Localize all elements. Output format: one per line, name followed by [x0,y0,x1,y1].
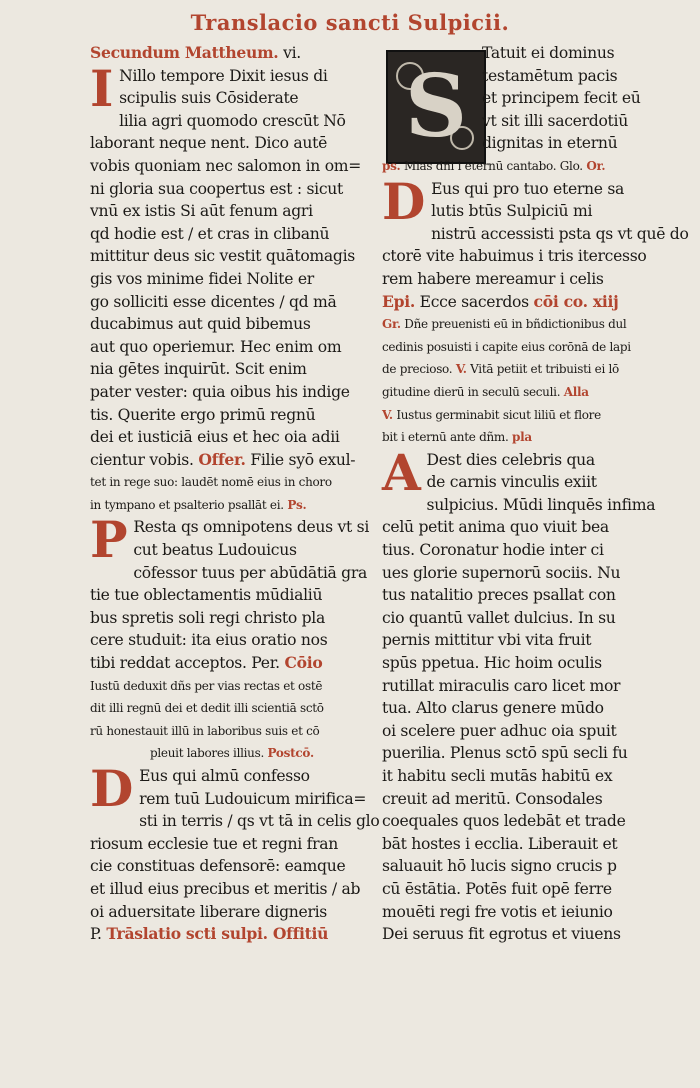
text-line: spūs ppetua. Hic hoim oculis [382,654,602,673]
psalm-line [382,155,660,178]
text-line: ducabimus aut quid bibemus [90,315,311,334]
text-line: ues glorie supernorū sociis. Nu [382,563,621,582]
sequence-block [382,442,660,946]
text-line: tet in rege suo: laudēt nomē eius in choro [90,475,332,490]
communio-line [90,652,372,675]
text-fragment: bit i eternū ante dñm. [382,430,509,445]
gospel-heading-label: Secundum Mattheum. [90,43,279,62]
text-line: tie tue oblectamentis mūdialiū [90,586,323,605]
text-line: tua. Alto clarus genere mūdo [382,699,604,718]
psalm-text: Mias dñi i eternū cantabo. Glo. [403,158,583,173]
epistle-reference: cōi co. xiij [533,291,619,311]
text-line: Eus qui pro tuo eterne sa [431,179,625,198]
text-line: dit illi regnū dei et dedit illi scientiā sctō [90,701,324,716]
oratio-dropcap: P [90,510,128,570]
text-line: it habitu secli mutās habitū ex [382,767,613,785]
gospel-heading [90,42,372,65]
woodcut-letter: S [404,56,468,157]
text-line: Iustū deduxit dñs per vias rectas et ostē [90,678,323,693]
offertory-text: Filie syō exul- [250,450,356,469]
text-fragment: pleuit labores illius. [150,746,264,761]
text-line: de carnis vinculis exiit [426,473,597,492]
text-line: go solliciti esse dicentes / qd mā [90,292,337,311]
text-line: et illud eius precibus et meritis / ab [90,879,361,898]
text-fragment: Vitā petiit et tribuisti ei lō [470,362,619,377]
running-head: Translacio sancti Sulpicii. [190,10,510,35]
text-line: rū honestauit illū in laboribus suis et cō [90,723,320,738]
text-line: qd hodie est / et cras in clibanū [90,224,330,243]
text-line: bus spretis soli regi christo pla [90,608,325,627]
text-fragment: Dñe preuenisti eū in bñdictionibus dul [404,317,627,332]
sequence-rubric-line [382,426,660,449]
text-line: puerilia. Plenus sctō spū secli fu [382,744,628,763]
offertory-line [90,449,372,472]
epistle-line [382,291,660,314]
text-fragment: cientur vobis. [90,450,194,469]
epistle-label: Epi. [382,291,415,311]
alleluia-line [382,381,660,404]
text-line: nistrū accessisti psta qs vt quē do [431,224,689,243]
text-line: vt sit illi sacerdotiū [482,111,628,130]
postcommunio-block [90,759,380,923]
text-line: aut quo operiemur. Hec enim om [90,337,342,356]
verse-line [382,358,660,381]
text-line: mouēti regi fre votis et ieiunio [382,902,613,921]
oratio-dropcap: D [382,171,426,231]
text-line: cio quantū vallet dulcius. In su [382,608,616,627]
text-line: riosum ecclesie tue et regni fran [90,834,338,853]
text-line: cedinis posuisti i capite eius corōnā de lapi [382,339,631,354]
introit-block [382,42,660,178]
epistle-text: Ecce sacerdos [419,292,529,311]
postcommunio-dropcap: D [90,759,134,818]
text-line: creuit ad meritū. Consodales [382,789,603,808]
offertory-label: Offer. [198,449,246,469]
text-line: pernis mittitur vbi vita fruit [382,631,592,650]
oratio-label: Or. [586,158,606,173]
postcommunio-line [90,742,372,765]
oratio-block [382,171,689,314]
text-fragment: tibi reddat acceptos. Per. [90,654,280,673]
text-line: ctorē vite habuimus i tris itercesso [382,247,647,266]
text-fragment: Iustus germinabit sicut liliū et flore [396,407,601,422]
verse-label: V. [382,407,393,422]
left-column [90,42,380,946]
text-line: testamētum pacis [482,66,618,85]
text-line: dignitas in eternū [482,134,618,153]
right-column [382,42,689,946]
text-line: ni gloria sua coopertus est : sicut [90,179,343,198]
footer-prefix: P. [90,925,102,944]
text-line: oi aduersitate liberare digneris [90,902,327,921]
text-line: sti in terris / qs vt tā in celis glo [139,812,380,831]
text-line: vobis quoniam nec salomon in om= [90,156,362,175]
text-line: lilia agri quomodo crescūt Nō [119,111,346,130]
text-line: tius. Coronatur hodie inter ci [382,541,604,560]
text-fragment: de precioso. [382,362,453,377]
text-line: pater vester: quia oibus his indige [90,382,350,401]
text-line: bāt hostes i ecclia. Liberauit et [382,834,618,853]
communio-label: Cōio [284,653,323,673]
text-line: cōfessor tuus per abūdātiā gra [133,563,368,582]
text-line: Tatuit ei dominus [482,44,615,62]
text-line: oi scelere puer adhuc oia spuit [382,721,617,740]
section-footer [90,923,372,946]
communio-block [90,675,372,765]
text-line: Resta qs omnipotens deus vt si [133,518,370,537]
text-line: scipulis suis Cōsiderate [119,89,299,108]
text-line: saluauit hō lucis signo crucis p [382,857,617,876]
verse-line [382,404,660,427]
text-line: tis. Querite ergo primū regnū [90,405,316,424]
text-line: cū ēstātia. Potēs fuit opē ferre [382,879,612,898]
psalm-line [90,494,372,517]
verse-label: V. [455,362,467,377]
text-line: nia gētes inquirūt. Scit enim [90,360,307,379]
text-line: cie constituas defensorē: eamque [90,857,346,876]
alleluia-label: Alla [563,384,589,399]
text-line: cut beatus Ludouicus [133,541,297,560]
text-line: Eus qui almū confesso [139,767,310,785]
psalm-prefix: ps. [382,158,401,173]
gospel-dropcap: I [90,58,114,118]
text-line: et principem fecit eū [482,89,641,108]
text-line: rutillat miraculis caro licet mor [382,676,621,695]
gradual-line [382,313,660,336]
text-line: vnū ex istis Si aūt fenum agri [90,202,313,221]
sequence-dropcap: A [382,442,421,502]
text-line: Nillo tempore Dixit iesus di [119,66,328,85]
text-line: coequales quos ledebāt et trade [382,812,626,831]
text-line: laborant neque nent. Dico autē [90,134,328,153]
postcommunio-label: Postcō. [267,746,314,761]
text-line: dei et iusticiā eius et hec oia adii [90,428,340,447]
footer-rubric: Trāslatio scti sulpi. Offitiū [106,924,329,944]
psalm-label: Ps. [287,497,307,512]
text-line: celū petit anima quo viuit bea [382,518,609,537]
text-line: rem tuū Ludouicum mirifica= [139,789,367,808]
text-line: mittitur deus sic vestit quātomagis [90,247,355,266]
text-line: gis vos minime fidei Nolite er [90,269,314,288]
text-line: lutis btūs Sulpiciū mi [431,202,593,221]
oratio-block [90,510,372,674]
text-fragment: in tympano et psalterio psallāt ei. [90,497,284,512]
gradual-block [382,313,660,449]
gradual-label: Gr. [382,317,401,332]
text-line: cere studuit: ita eius oratio nos [90,631,328,650]
gospel-heading-number: vi. [283,44,301,62]
text-line: tus natalitio preces psallat con [382,586,616,605]
text-line: rem habere mereamur i celis [382,269,604,288]
text-line: Dei seruus fit egrotus et viuens [382,925,621,944]
gospel-text [90,58,372,517]
text-line: Dest dies celebris qua [426,450,595,469]
text-line: sulpicius. Mūdi linquēs infima [426,495,656,514]
text-fragment: gitudine dierū in seculū seculi. [382,384,561,399]
sequence-label: pla [511,430,532,445]
